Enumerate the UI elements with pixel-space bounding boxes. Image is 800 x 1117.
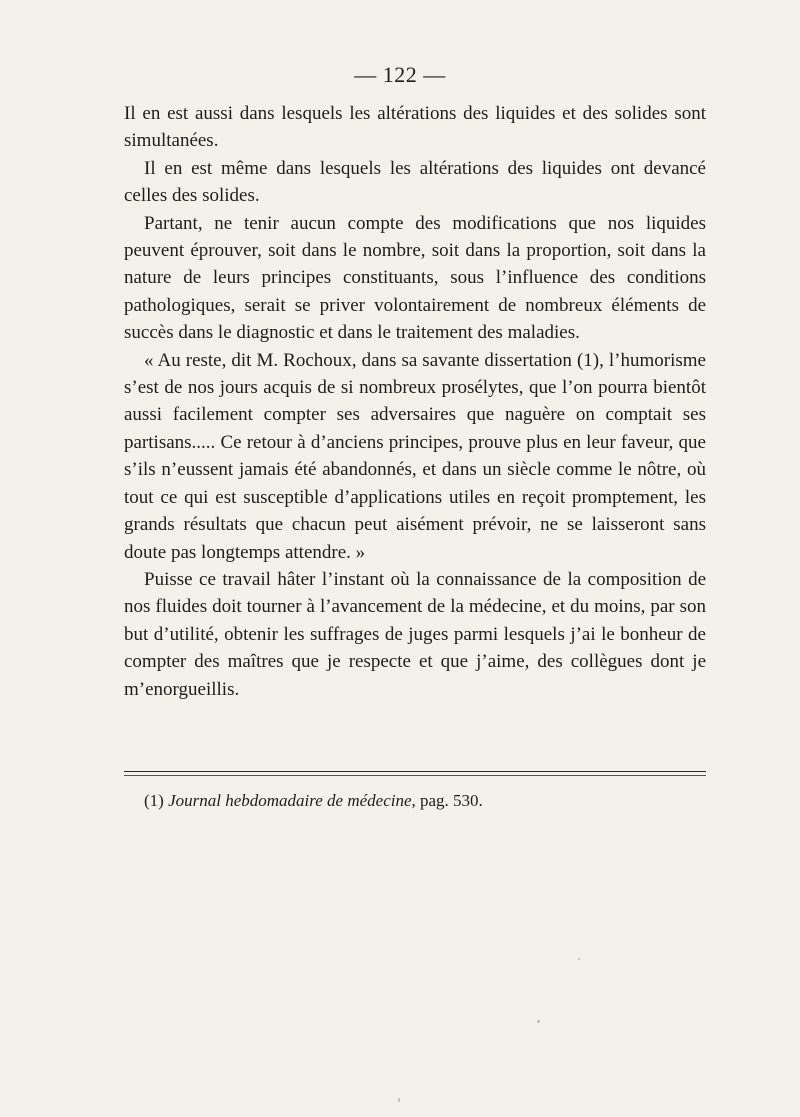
body-text bbox=[124, 100, 706, 703]
footnote-title: Journal hebdomadaire de médecine bbox=[168, 791, 412, 810]
paper-speck bbox=[578, 958, 580, 960]
paragraph: Il en est même dans lesquels les altérations des liquides ont devancé celles des solides. bbox=[124, 157, 706, 207]
paper-speck bbox=[398, 1098, 400, 1102]
footnote bbox=[144, 790, 704, 812]
paragraph: Partant, ne tenir aucun compte des modifications que nos liquides peuvent éprouver, soit dans le nombre, soit dans la proportion, soit dans la nature de leurs principes constituants, sous l’influence des conditions pathologiques, serait se priver volontairement de nombreux éléments de succès dans le diagnostic et dans le traitement des maladies. bbox=[124, 212, 706, 344]
paragraph: Il en est aussi dans lesquels les altérations des liquides et des solides sont simultanées. bbox=[124, 103, 706, 152]
footnote-divider-thin bbox=[124, 775, 706, 776]
paragraph: Puisse ce travail hâter l’instant où la connaissance de la composition de nos fluides doit tourner à l’avancement de la médecine, et du moins, par son but d’utilité, obtenir les suffrages de juges parmi lesquels j’ai le bonheur de compter des maîtres que je respecte et que j’aime, des collègues dont je m’enorgueillis. bbox=[124, 568, 706, 700]
footnote-marker: (1) bbox=[144, 791, 164, 810]
paper-speck bbox=[537, 1020, 540, 1023]
footnote-divider bbox=[124, 771, 706, 772]
footnote-reference: , pag. 530. bbox=[411, 791, 483, 810]
quotation-paragraph: « Au reste, dit M. Rochoux, dans sa savante dissertation (1), l’humorisme s’est de nos jours acquis de si nombreux prosélytes, que l’on pourra bientôt aussi facilement compter ses adversaires que naguère on comptait ses partisans..... Ce retour à d’anciens principes, prouve plus en leur faveur, que s’ils n’eussent jamais été abandonnés, et dans un siècle comme le nôtre, où tout ce qui est susceptible d’applications utiles en reçoit promptement, les grands résultats que chacun peut aisément prévoir, ne se laisseront sans doute pas longtemps attendre. » bbox=[124, 349, 706, 563]
page-number: — 122 — bbox=[354, 62, 446, 87]
